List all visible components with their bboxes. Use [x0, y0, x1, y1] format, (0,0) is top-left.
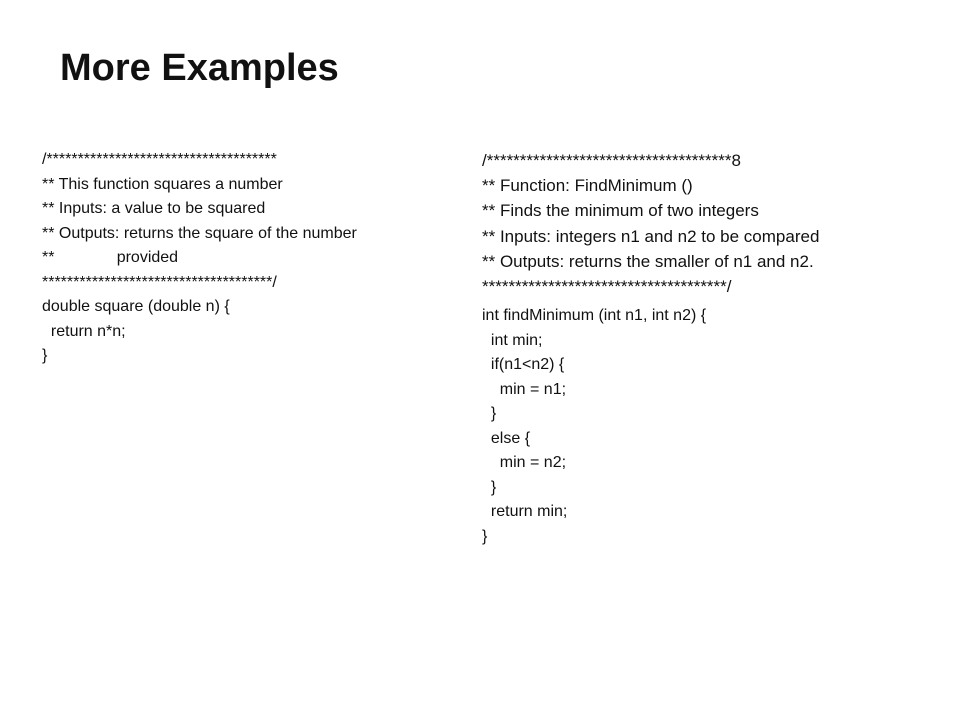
code-line: min = n1;: [482, 380, 567, 398]
comment-line: ** Inputs: a value to be squared: [42, 200, 266, 217]
code-line: }: [482, 478, 497, 496]
comment-line: ** Outputs: returns the smaller of n1 and n2.: [482, 251, 814, 271]
code-line: double square (double n) {: [42, 298, 230, 315]
comment-line: ** provided: [42, 249, 179, 266]
find-minimum-function-code: [482, 148, 922, 549]
code-line: return n*n;: [42, 322, 126, 340]
slide-title: More Examples: [60, 47, 339, 89]
code-line: }: [42, 347, 48, 364]
comment-line: /*************************************8: [482, 151, 741, 170]
code-line: }: [482, 405, 497, 423]
code-line: int findMinimum (int n1, int n2) {: [482, 307, 707, 325]
comment-line: ** Inputs: integers n1 and n2 to be compared: [482, 226, 820, 246]
code-line: if(n1<n2) {: [482, 356, 565, 374]
code-line: int min;: [482, 331, 543, 349]
comment-line: *************************************/: [482, 276, 732, 296]
comment-line: ** Finds the minimum of two integers: [482, 201, 759, 221]
comment-line: /*************************************: [42, 151, 277, 168]
comment-line: *************************************/: [42, 273, 277, 291]
comment-line: ** Function: FindMinimum (): [482, 176, 693, 196]
code-line: else {: [482, 429, 531, 447]
square-function-code: [42, 148, 462, 369]
code-line: }: [482, 527, 488, 545]
comment-line: ** This function squares a number: [42, 175, 283, 193]
code-line: min = n2;: [482, 454, 567, 472]
code-line: return min;: [482, 503, 568, 521]
comment-line: ** Outputs: returns the square of the number: [42, 224, 357, 242]
